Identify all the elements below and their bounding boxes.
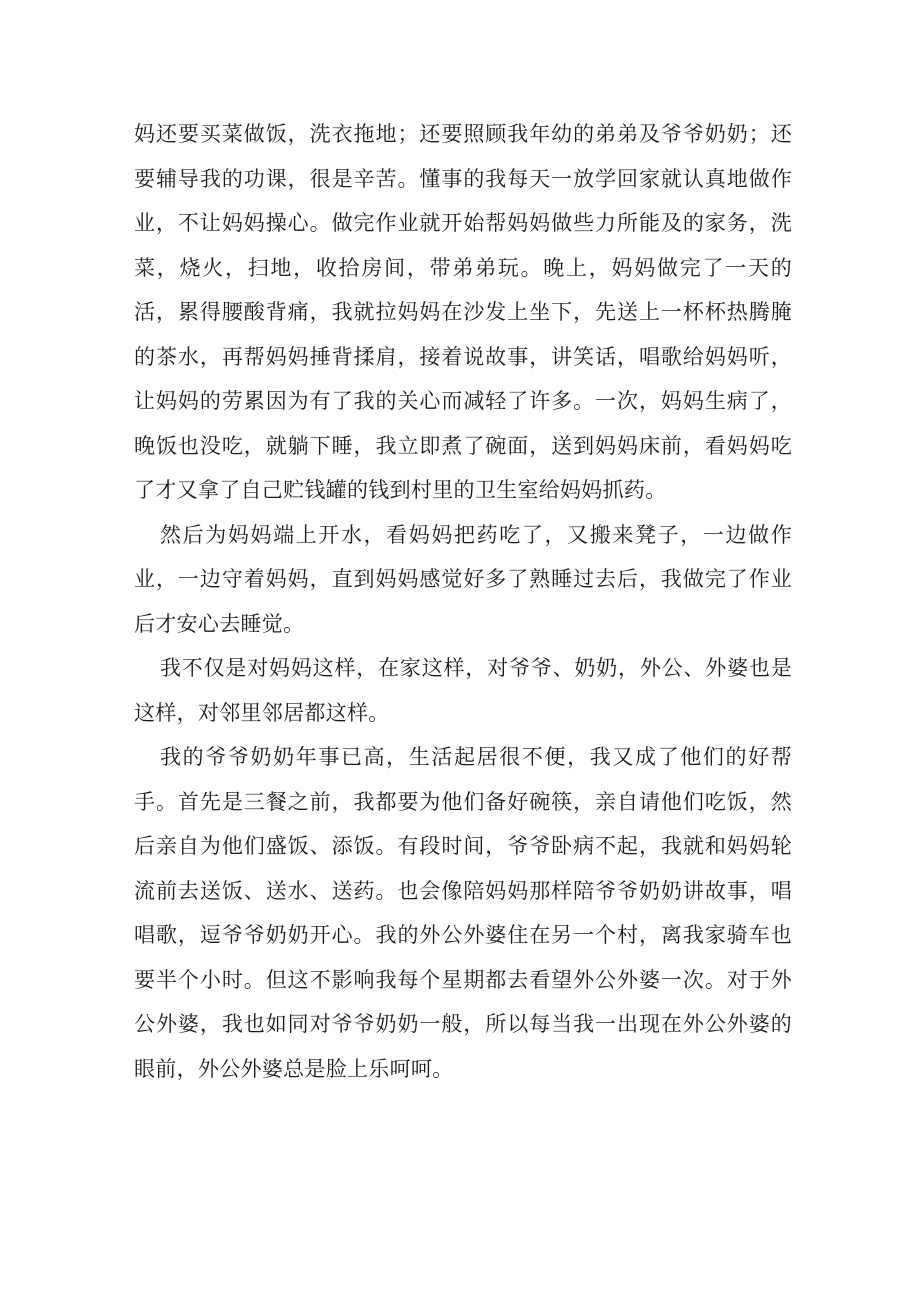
paragraph-2: 然后为妈妈端上开水，看妈妈把药吃了，又搬来凳子，一边做作业，一边守着妈妈，直到妈妈感觉好多了熟睡过去后，我做完了作业后才安心去睡觉。 <box>134 522 792 636</box>
paragraph-4: 我的爷爷奶奶年事已高，生活起居很不便，我又成了他们的好帮手。首先是三餐之前，我都要为他们备好碗筷，亲自请他们吃饭，然后亲自为他们盛饭、添饭。有段时间，爷爷卧病不起，我就和妈妈轮流前去送饭、送水、送药。也会像陪妈妈那样陪爷爷奶奶讲故事，唱唱歌，逗爷爷奶奶开心。我的外公外婆住在另一个村，离我家骑车也要半个小时。但这不影响我每个星期都去看望外公外婆一次。对于外公外婆，我也如同对爷爷奶奶一般，所以每当我一出现在外公外婆的眼前，外公外婆总是脸上乐呵呵。 <box>134 745 792 1081</box>
document-body <box>134 112 792 1091</box>
paragraph-1: 妈还要买菜做饭，洗衣拖地；还要照顾我年幼的弟弟及爷爷奶奶；还要辅导我的功课，很是辛苦。懂事的我每天一放学回家就认真地做作业，不让妈妈操心。做完作业就开始帮妈妈做些力所能及的家务，洗菜，烧火，扫地，收拾房间，带弟弟玩。晚上，妈妈做完了一天的活，累得腰酸背痛，我就拉妈妈在沙发上坐下，先送上一杯杯热腾腌的茶水，再帮妈妈捶背揉肩，接着说故事，讲笑话，唱歌给妈妈听，让妈妈的劳累因为有了我的关心而减轻了许多。一次，妈妈生病了，晚饭也没吃，就躺下睡，我立即煮了碗面，送到妈妈床前，看妈妈吃了才又拿了自己贮钱罐的钱到村里的卫生室给妈妈抓药。 <box>134 122 792 502</box>
paragraph-3: 我不仅是对妈妈这样，在家这样，对爷爷、奶奶，外公、外婆也是这样，对邻里邻居都这样。 <box>134 656 792 725</box>
